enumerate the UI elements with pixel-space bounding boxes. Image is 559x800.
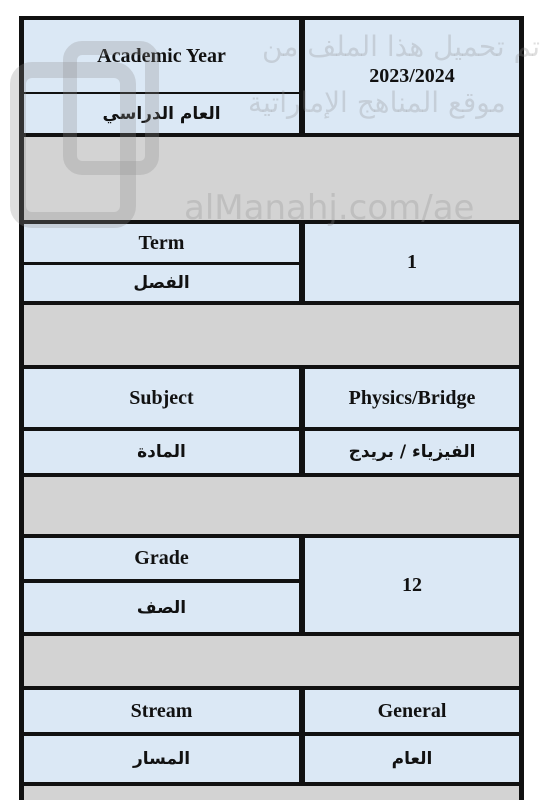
subject-label-ar: المادة bbox=[24, 431, 299, 473]
subject-label-en: Subject bbox=[24, 369, 299, 427]
academic-year-label-en: Academic Year bbox=[24, 20, 299, 92]
watermark-line-1: تم تحميل هذا الملف من bbox=[262, 30, 541, 63]
separator-row-5 bbox=[24, 786, 519, 800]
academic-year-label-ar: العام الدراسي bbox=[24, 94, 299, 133]
subject-value-en: Physics/Bridge bbox=[305, 369, 519, 427]
grade-value: 12 bbox=[305, 538, 519, 632]
grade-label-ar: الصف bbox=[24, 583, 299, 632]
watermark-line-2: موقع المناهج الإماراتية bbox=[248, 86, 506, 119]
academic-year-value: 2023/2024 bbox=[305, 20, 519, 133]
info-table bbox=[19, 16, 524, 800]
subject-value-ar: الفيزياء / بريدج bbox=[305, 431, 519, 473]
stream-value-ar: العام bbox=[305, 736, 519, 782]
separator-row-2 bbox=[24, 305, 519, 365]
stream-label-en: Stream bbox=[24, 690, 299, 732]
term-value: 1 bbox=[305, 224, 519, 301]
term-label-en: Term bbox=[24, 224, 299, 262]
separator-row-1 bbox=[24, 137, 519, 220]
watermark-url: alManahj.com/ae bbox=[184, 188, 475, 228]
stream-label-ar: المسار bbox=[24, 736, 299, 782]
separator-row-3 bbox=[24, 477, 519, 534]
stream-value-en: General bbox=[305, 690, 519, 732]
term-label-ar: الفصل bbox=[24, 265, 299, 301]
grade-label-en: Grade bbox=[24, 538, 299, 579]
separator-row-4 bbox=[24, 636, 519, 686]
